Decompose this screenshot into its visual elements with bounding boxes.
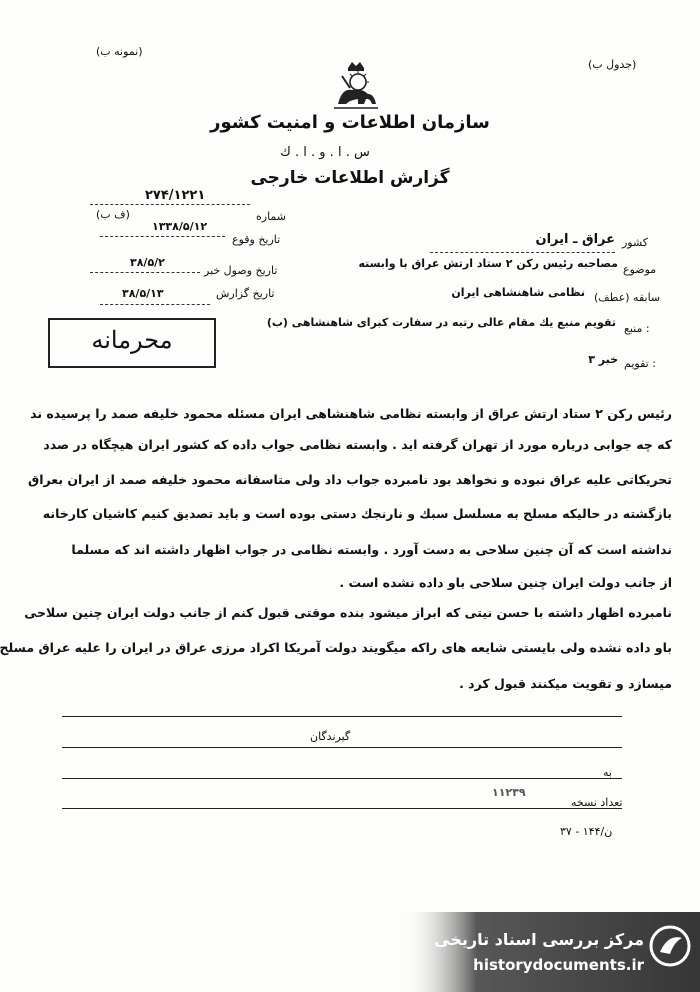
body-line: باو داده نشده ولی بایستی شایعه های راکه میگویند دولت آمریکا اکراد مرزی عراق در ایران را علیه عراق مسلح [0,640,672,655]
body-line: که چه جوابی درباره مورد از تهران گرفته اید . وابسته نظامی جواب داده که کشور ایران هیچگاه در صدد [43,437,672,452]
divider [62,716,622,717]
lion-and-sun-emblem [328,58,384,114]
receipt-date-value: ۳۸/۵/۲ [130,256,165,269]
report-date-value: ۳۸/۵/۱۳ [122,287,164,300]
body-line: از جانب دولت ایران چنین سلاحی باو داده نشده است . [339,575,672,590]
form-code: ۳۷ - ۱۴۴/ن [560,825,613,838]
subject-value: مصاحبه رئیس رکن ۲ ستاد ارتش عراق با وابسته [358,257,618,270]
confidential-stamp-text: محرمانه [91,326,173,354]
body-line: نداشته است که آن چنین سلاحی به دست آورد . وابسته نظامی در جواب اظهار داشته اند که مسلما [71,542,672,557]
body-line: نامبرده اظهار داشته با حسن نیتی که ابراز میشود بنده موقتی قبول کنم از جانب دولت ایران چنین سلاحی [24,605,672,620]
country-value: عراق ـ ایران [535,232,615,247]
divider [62,778,622,779]
divider [62,808,622,809]
confidential-stamp [48,318,216,368]
body-line: میسازد و تقویت میکنند قبول کرد . [459,676,672,691]
copies-value: ۱۱۲۳۹ [492,786,526,799]
archive-logo-icon [648,924,692,968]
evaluation-value: خبر ۳ [588,353,618,366]
body-line: بازگشته در حالیکه مسلح به مسلسل سبك و نارنجك دستی بوده است و باید تصدیق کنیم کاشیان کارخانه [42,506,672,521]
source-value: تقویم منبع یك مقام عالی رتبه در سفارت کبرای شاهنشاهی (ب) [266,316,616,329]
event-date-value: ۱۳۳۸/۵/۱۲ [152,220,208,233]
background-value: نظامی شاهنشاهی ایران [451,286,585,299]
watermark-url: historydocuments.ir [473,956,644,974]
form-variant-label: (نمونه ب) [96,45,143,58]
source-label: منبع : [624,322,650,335]
table-label: (جدول ب) [588,58,637,71]
to-label: به [603,766,612,779]
receipt-date-label: تاریخ وصول خبر [204,264,278,277]
organization-code: س . ا . و . ا . ك [280,145,370,160]
event-date-label: تاریخ وقوع [232,233,281,246]
body-line: رئیس رکن ۲ ستاد ارتش عراق از وابسته نظامی شاهنشاهی ایران مسئله محمود خلیفه صمد را پرسیده ند [30,406,672,421]
divider [62,747,622,748]
number-value: ۲۷۴/۱۲۲۱ [145,188,206,203]
body-line: تحریکاتی علیه عراق نبوده و نخواهد بود نامبرده جواب داد ولی متاسفانه محمود خلیفه صمد از ایران بعراق [28,472,672,487]
country-label: کشور [622,236,649,249]
recipients-label: گیرندگان [310,730,351,743]
watermark-banner [402,912,700,992]
number-label: شماره [256,210,287,223]
background-label: سابقه (عطف) [594,291,661,304]
report-title: گزارش اطلاعات خارجی [250,168,450,188]
copies-label: تعداد نسخه [571,796,623,809]
subject-label: موضوع [623,263,657,276]
number-suffix: (ف ب) [96,208,130,221]
evaluation-label: تقویم : [624,357,656,370]
report-date-label: تاریخ گزارش [216,287,275,300]
organization-name: سازمان اطلاعات و امنیت کشور [210,112,490,133]
watermark-org-name: مرکز بررسی اسناد تاریخی [434,930,644,949]
